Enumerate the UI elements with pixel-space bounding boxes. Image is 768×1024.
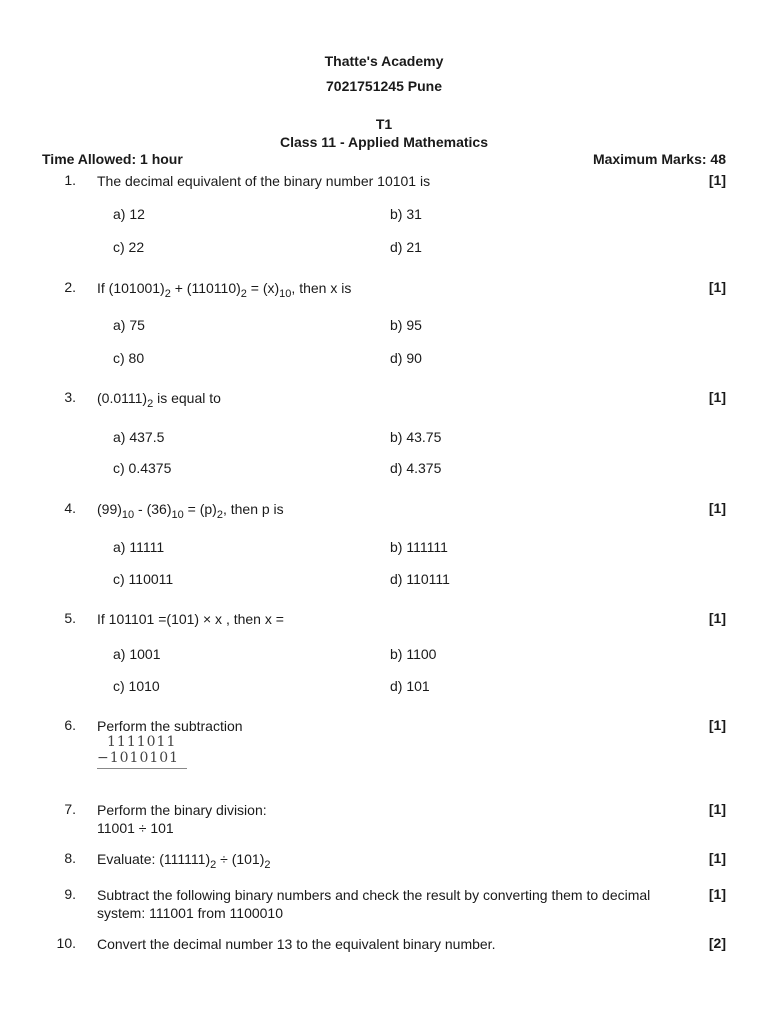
- option-b: b) 31: [390, 206, 422, 222]
- question-marks: [1]: [708, 610, 726, 626]
- question-text: Evaluate: $(111111)_2 \div (101)_2$: [97, 851, 271, 871]
- question-marks: [1]: [708, 172, 726, 188]
- option-d: d) 21: [390, 239, 422, 255]
- option-a: a) 75: [113, 317, 145, 333]
- question-marks: [1]: [708, 886, 726, 902]
- contact-line: 7021751245 Pune: [326, 78, 442, 94]
- question-text: $(99)_{10} - (36)_{10} = (p)_2$, then p is: [97, 501, 284, 521]
- option-b: b) 95: [390, 317, 422, 333]
- option-b: b) 111111: [390, 539, 448, 555]
- option-b: b) 43.75: [390, 429, 442, 445]
- question-text: Perform the subtraction: [97, 718, 243, 734]
- option-a: a) 12: [113, 206, 145, 222]
- option-c: c) 0.4375: [113, 460, 172, 476]
- question-marks: [1]: [708, 801, 726, 817]
- question-marks: [1]: [708, 389, 726, 405]
- question-text: Subtract the following binary numbers and check the result by converting them to decimal system: 111001 from 1100010: [97, 887, 651, 921]
- question-number: 8.: [64, 850, 76, 866]
- option-c: c) 80: [113, 350, 145, 366]
- question-number: 1.: [64, 172, 76, 188]
- question-number: 7.: [64, 801, 76, 817]
- option-c: c) 110011: [113, 571, 174, 587]
- underline: [97, 768, 187, 769]
- option-a: a) 1001: [113, 646, 161, 662]
- question-number: 3.: [64, 389, 76, 405]
- question-text: Convert the decimal number 13 to the equivalent binary number.: [97, 936, 496, 952]
- question-marks: [2]: [708, 935, 726, 951]
- option-c: c) 22: [113, 239, 145, 255]
- subtraction-work: [97, 734, 187, 769]
- option-d: d) 90: [390, 350, 422, 366]
- option-a: a) 437.5: [113, 429, 165, 445]
- maximum-marks: Maximum Marks: 48: [592, 151, 726, 167]
- time-allowed: Time Allowed: 1 hour: [42, 151, 183, 167]
- question-text: Perform the binary division: 11001 ÷ 101: [97, 802, 267, 836]
- question-marks: [1]: [708, 279, 726, 295]
- question-text: If $(101001)_2 + (110110)_2 = (x)_{10}$, then x is: [97, 280, 352, 300]
- question-number: 10.: [56, 935, 76, 951]
- question-text: If 101101 =(101) × x , then x =: [97, 611, 284, 627]
- question-marks: [1]: [708, 717, 726, 733]
- option-c: c) 1010: [113, 678, 160, 694]
- question-number: 2.: [64, 279, 76, 295]
- question-number: 5.: [64, 610, 76, 626]
- option-a: a) 11111: [113, 539, 165, 555]
- option-b: b) 1100: [390, 646, 437, 662]
- academy-name: Thatte's Academy: [324, 53, 444, 69]
- question-number: 9.: [64, 886, 76, 902]
- test-title: T1: [375, 116, 393, 132]
- class-title: Class 11 - Applied Mathematics: [280, 134, 488, 150]
- option-d: d) 101: [390, 678, 430, 694]
- option-d: d) 110111: [390, 571, 450, 587]
- subtrahend: −1010101: [97, 750, 180, 766]
- question-text: The decimal equivalent of the binary number 10101 is: [97, 173, 431, 189]
- question-number: 4.: [64, 500, 76, 516]
- question-marks: [1]: [708, 850, 726, 866]
- question-text: $(0.0111)_2$ is equal to: [97, 390, 221, 410]
- option-d: d) 4.375: [390, 460, 442, 476]
- minuend: 1111011: [107, 734, 177, 750]
- question-marks: [1]: [708, 500, 726, 516]
- question-number: 6.: [64, 717, 76, 733]
